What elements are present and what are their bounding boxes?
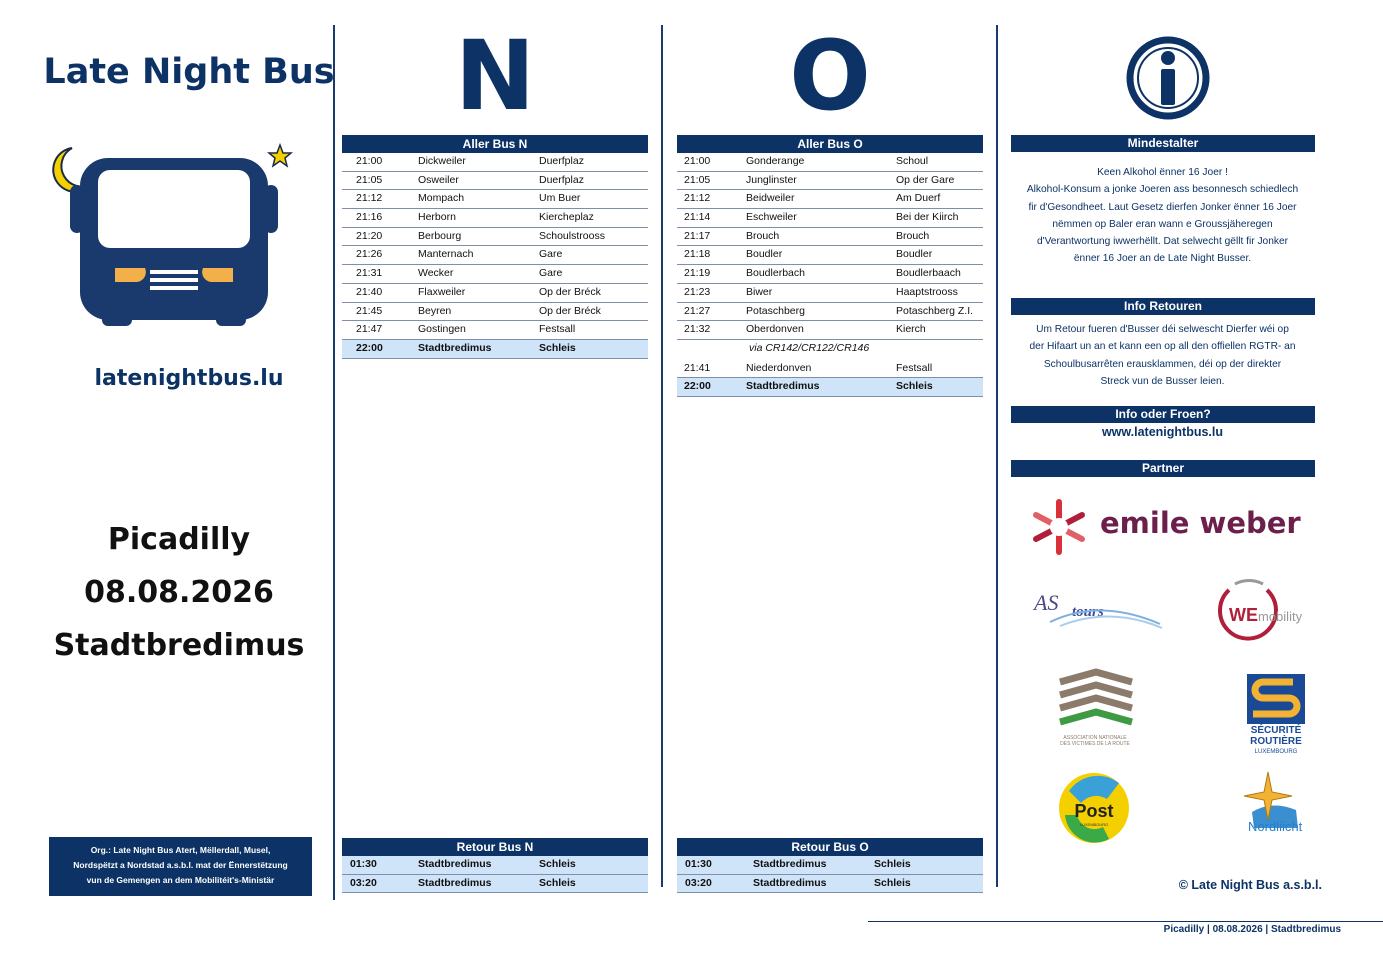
questions-url[interactable]: www.latenightbus.lu [1101,425,1224,439]
stop-name: Gonderange [746,155,805,167]
securite-line: LUXEMBOURG [1254,749,1298,755]
table-row [342,209,648,228]
departure-time: 21:19 [684,267,711,280]
as-tours-text: tours [1072,604,1104,620]
departure-time: 21:23 [684,285,711,298]
securite-line: ROUTIÈRE [1250,736,1302,747]
departure-time: 01:30 [685,858,712,870]
stop-location: Schleis [874,876,911,889]
text-line: der Hifaart un an et kann een op all den offiellen RGTR- an [1029,341,1296,353]
text-line: ënner 16 Joer an de Late Night Busser. [1073,253,1252,265]
column-divider-3 [996,25,998,887]
text-line: Alkohol-Konsum a jonke Joeren ass besonnesch schiedlech [1026,184,1299,196]
table-row [677,360,983,379]
retour-info-header: Info Retouren [1011,298,1315,315]
column-divider-2 [661,25,663,887]
table-row [342,303,648,322]
stop-name: Junglinster [746,173,797,186]
organizer-line: Org.: Late Night Bus Atert, Mëllerdall, Musel, [90,845,271,855]
departure-time: 21:47 [356,323,383,336]
stop-name: Niederdonven [746,361,812,374]
stop-name: Flaxweiler [418,285,466,298]
stop-name: Stadtbredimus [418,876,492,889]
emile-weber-text: emile weber [1100,506,1301,540]
table-header: Retour Bus O [677,838,983,856]
text-line: Um Retour fueren d'Busser déi selwescht Dierfer wéi op [1036,324,1289,335]
stop-location: Schleis [874,858,911,870]
securite-s-icon [1247,674,1305,724]
table-row [342,284,648,303]
min-age-header: Mindestalter [1011,135,1315,152]
stop-location: Schoul [896,155,929,167]
footer-text: Picadilly | 08.08.2026 | Stadtbredimus [1163,924,1341,935]
stop-location: Duerfplaz [539,173,584,186]
stop-location: Gare [539,267,563,280]
retour-n-table [342,838,648,893]
stop-name: Stadtbredimus [753,858,827,870]
emile-weber-mark-icon [1028,496,1090,558]
text-line: fir d'Gesondheet. Laut Gesetz dierfen Jonker ënner 16 Joer [1028,201,1297,213]
stop-location: Am Duerf [896,192,941,205]
table-row [677,378,983,397]
post-logo [1057,771,1131,845]
route-letter-n: N [454,20,536,132]
stop-name: Berbourg [418,229,462,242]
post-text: Post [1074,801,1114,821]
stop-name: Stadtbredimus [753,876,827,889]
securite-line: SÉCURITÉ [1250,725,1302,736]
stop-location: Um Buer [539,192,581,205]
stop-location: Boudler [896,248,933,261]
we-mobility-text [1229,605,1302,626]
table-row [677,265,983,284]
post-sub-text: LUXEMBOURG [1079,822,1109,827]
table-row [342,228,648,247]
organizer-line: Nordspëtzt a Nordstad a.s.b.l. mat der Ënnerstëtzung [73,860,288,870]
text-line: nëmmen op Baler eran wann e Groussjäheregen [1052,218,1273,230]
departure-time: 21:05 [356,173,383,186]
anvr-text [1055,735,1135,747]
departure-time: 21:18 [684,248,711,261]
star-icon [269,145,291,166]
stop-name: Eschweiler [746,211,797,224]
table-row [342,153,648,172]
min-age-text [1010,164,1315,268]
event-name: Picadilly [107,522,251,557]
aller-n-table [342,135,648,359]
partner-header: Partner [1011,460,1315,477]
footer-divider [868,921,1383,922]
stop-name: Mompach [418,192,465,205]
anvr-chevrons-icon [1057,668,1135,728]
departure-time: 21:14 [684,211,711,224]
text-line: Keen Alkohol ënner 16 Joer ! [1097,167,1228,178]
stop-location: Kiercheplaz [539,211,594,224]
event-date: 08.08.2026 [84,575,274,610]
retour-info-text [1010,321,1315,390]
website-link[interactable]: latenightbus.lu [94,366,284,391]
stop-location: Festsall [896,361,933,374]
page-title: Late Night Bus [43,52,335,92]
anvr-line: ASSOCIATION NATIONALE [1063,735,1127,741]
table-header: Aller Bus O [677,135,983,153]
table-row [677,284,983,303]
stop-name: Boudlerbach [746,267,805,280]
stop-name: Beidweiler [746,192,795,205]
stop-location: Op der Bréck [539,285,601,298]
stop-location: Op der Gare [896,173,955,186]
stop-location: Schoulstrooss [539,229,605,242]
organizer-line: vun de Gemengen an dem Mobilitéit's-Ministär [86,875,275,885]
stop-name: Brouch [746,229,780,242]
stop-location: Potaschberg Z.I. [896,304,974,317]
table-row [342,856,648,875]
we-mobility-logo [1215,578,1320,644]
table-header: Aller Bus N [342,135,648,153]
via-note [677,340,983,358]
table-row [677,190,983,209]
departure-time: 21:45 [356,304,383,317]
departure-time: 21:05 [684,173,711,186]
stop-location: Op der Bréck [539,304,601,317]
table-row [677,228,983,247]
stop-name: Biwer [746,285,773,298]
table-row [677,303,983,322]
stop-name: Stadtbredimus [418,858,492,870]
departure-time: 21:00 [684,155,711,167]
table-row [342,246,648,265]
departure-time: 21:32 [684,323,711,336]
aller-o-table [677,135,983,397]
table-row [677,153,983,172]
mobility-text: mobility [1258,609,1303,624]
departure-time: 21:20 [356,229,383,242]
anvr-logo [1055,668,1135,750]
departure-time: 21:16 [356,211,383,224]
table-row [342,340,648,359]
stop-name: Gostingen [418,323,466,336]
table-row [677,875,983,894]
text-line: Streck vun de Busser leien. [1100,375,1225,387]
stop-name: Potaschberg [746,304,805,317]
as-tours-mark: AS [1034,590,1059,615]
departure-time: 21:26 [356,248,383,261]
departure-time: 21:40 [356,285,383,298]
stop-location: Schleis [539,876,576,889]
text-line: d'Verantwortung iwwerhëllt. Dat selwecht gëllt fir Jonker [1036,236,1289,248]
departure-time: 21:27 [684,304,711,317]
via-text: via CR142/CR122/CR146 [749,341,870,354]
nordliicht-text: Nordliicht [1248,819,1303,834]
table-row [342,265,648,284]
stop-name: Herborn [418,211,456,224]
stop-name: Oberdonven [746,323,804,336]
copyright: © Late Night Bus a.s.b.l. [1178,878,1322,892]
stop-location: Kierch [896,323,926,336]
departure-time: 03:20 [685,876,712,889]
stop-name: Wecker [418,267,454,280]
departure-time: 21:00 [356,155,383,167]
column-divider-1 [333,25,335,900]
night-bus-icon [50,140,300,330]
stop-location: Boudlerbaach [896,267,961,280]
wave-icon [1030,588,1165,630]
table-row [677,172,983,191]
departure-time: 21:12 [684,192,711,205]
retour-o-table [677,838,983,893]
stop-name: Dickweiler [418,155,466,167]
table-row [677,856,983,875]
securite-text [1240,725,1312,758]
table-row [342,321,648,340]
departure-time: 21:31 [356,267,383,280]
stop-location: Gare [539,248,563,261]
info-icon [1125,35,1211,121]
stop-location: Duerfplaz [539,155,584,167]
departure-time: 21:41 [684,361,711,374]
departure-time: 21:12 [356,192,383,205]
table-row [342,875,648,894]
stop-name: Manternach [418,248,474,261]
text-line: Schoulbusarrêten erausklammen, déi op der direkter [1043,358,1282,370]
as-tours-logo [1030,588,1165,630]
table-row [677,209,983,228]
stop-location: Schleis [539,858,576,870]
stop-location: Haaptstrooss [896,285,958,298]
stop-name: Stadtbredimus [746,380,820,393]
table-row [677,321,983,340]
route-letter-o: O [789,20,871,132]
stop-location: Brouch [896,229,930,242]
stop-location: Schleis [896,380,933,393]
questions-header: Info oder Froen? [1011,406,1315,423]
emile-weber-logo [1028,496,1308,558]
stop-name: Stadtbredimus [418,341,492,354]
stop-location: Bei der Kiirch [896,211,959,224]
table-row [677,246,983,265]
stop-location: Festsall [539,323,576,336]
departure-time: 21:17 [684,229,711,242]
anvr-line: DES VICTIMES DE LA ROUTE [1060,741,1130,747]
table-row [342,190,648,209]
departure-time: 03:20 [350,876,377,889]
event-place: Stadtbredimus [53,628,305,663]
departure-time: 22:00 [684,380,711,393]
we-text: WE [1229,605,1258,625]
departure-time: 22:00 [356,341,383,354]
stop-location: Schleis [539,341,576,354]
stop-name: Boudler [746,248,783,261]
table-row [342,172,648,191]
stop-name: Osweiler [418,173,459,186]
table-header: Retour Bus N [342,838,648,856]
stop-name: Beyren [418,304,452,317]
departure-time: 01:30 [350,858,377,870]
nordliicht-logo [1238,770,1320,846]
securite-routiere-logo [1240,674,1312,758]
organizer-note [49,837,312,896]
